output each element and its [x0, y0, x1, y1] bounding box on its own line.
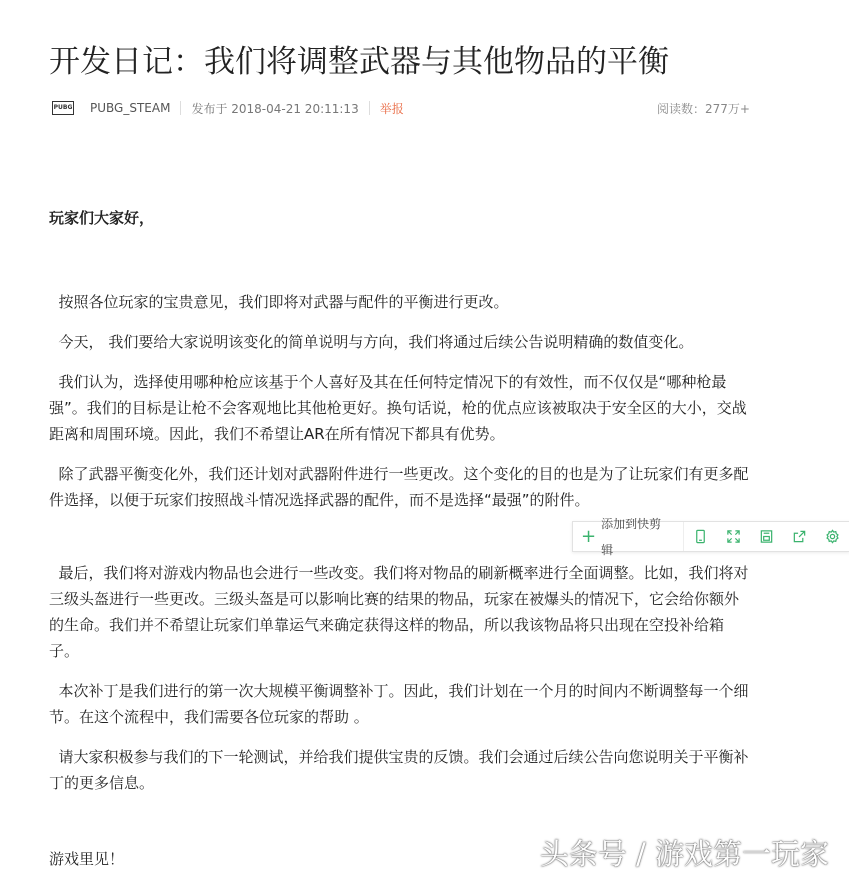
paragraph: 按照各位玩家的宝贵意见，我们即将对武器与配件的平衡进行更改。	[58, 293, 509, 311]
closing: 游戏里见！	[49, 850, 125, 868]
save-icon[interactable]	[750, 522, 783, 551]
plus-icon: +	[581, 525, 597, 547]
article-title: 开发日记：我们将调整武器与其他物品的平衡	[49, 44, 669, 80]
add-to-clip-label: 添加到快剪辑	[601, 516, 662, 557]
paragraph: 今天， 我们要给大家说明该变化的简单说明与方向，我们将通过后续公告说明精确的数值变化。	[58, 333, 694, 351]
paragraph: 我们认为，选择使用哪种枪应该基于个人喜好及其在任何特定情况下的有效性，而不仅仅是“哪种枪最强”。我们的目标是让枪不会客观地比其他枪更好。换句话说，枪的优点应该被取决于安全区的大小，交战距离和周围环境。因此，我们不希望让AR在所有情况下都具有优势。	[49, 373, 747, 443]
paragraph: 除了武器平衡变化外，我们还计划对武器附件进行一些更改。这个变化的目的也是为了让玩家们有更多配件选择，以便于玩家们按照战斗情况选择武器的配件，而不是选择“最强”的附件。	[49, 465, 749, 509]
divider	[369, 101, 370, 115]
divider	[180, 101, 181, 115]
share-icon[interactable]	[783, 522, 816, 551]
phone-icon[interactable]	[684, 522, 717, 551]
pubg-logo-icon: PUBG	[52, 101, 74, 115]
add-to-clip-button[interactable]	[573, 516, 684, 557]
read-count: 阅读数：277万+	[657, 101, 750, 116]
clip-toolbar	[572, 516, 849, 557]
article-meta	[52, 98, 750, 118]
paragraph: 本次补丁是我们进行的第一次大规模平衡调整补丁。因此，我们计划在一个月的时间内不断调整每一个细节。在这个流程中，我们需要各位玩家的帮助 。	[49, 682, 749, 726]
author-name[interactable]: PUBG_STEAM	[90, 101, 171, 115]
greeting: 玩家们大家好，	[49, 209, 155, 227]
settings-icon[interactable]	[816, 522, 849, 551]
fullscreen-icon[interactable]	[717, 522, 750, 551]
watermark: 头条号 / 游戏第一玩家	[539, 837, 829, 871]
paragraph: 请大家积极参与我们的下一轮测试，并给我们提供宝贵的反馈。我们会通过后续公告向您说明关于平衡补丁的更多信息。	[49, 748, 749, 792]
paragraph: 最后，我们将对游戏内物品也会进行一些改变。我们将对物品的刷新概率进行全面调整。比如，我们将对三级头盔进行一些更改。三级头盔是可以影响比赛的结果的物品，玩家在被爆头的情况下，它会给你额外的生命。我们并不希望让玩家们单靠运气来确定获得这样的物品，所以我该物品将只出现在空投补给箱子。	[49, 564, 749, 660]
closing-row	[49, 836, 829, 872]
publish-time: 发布于 2018-04-21 20:11:13	[191, 101, 359, 116]
report-link[interactable]: 举报	[379, 101, 404, 116]
